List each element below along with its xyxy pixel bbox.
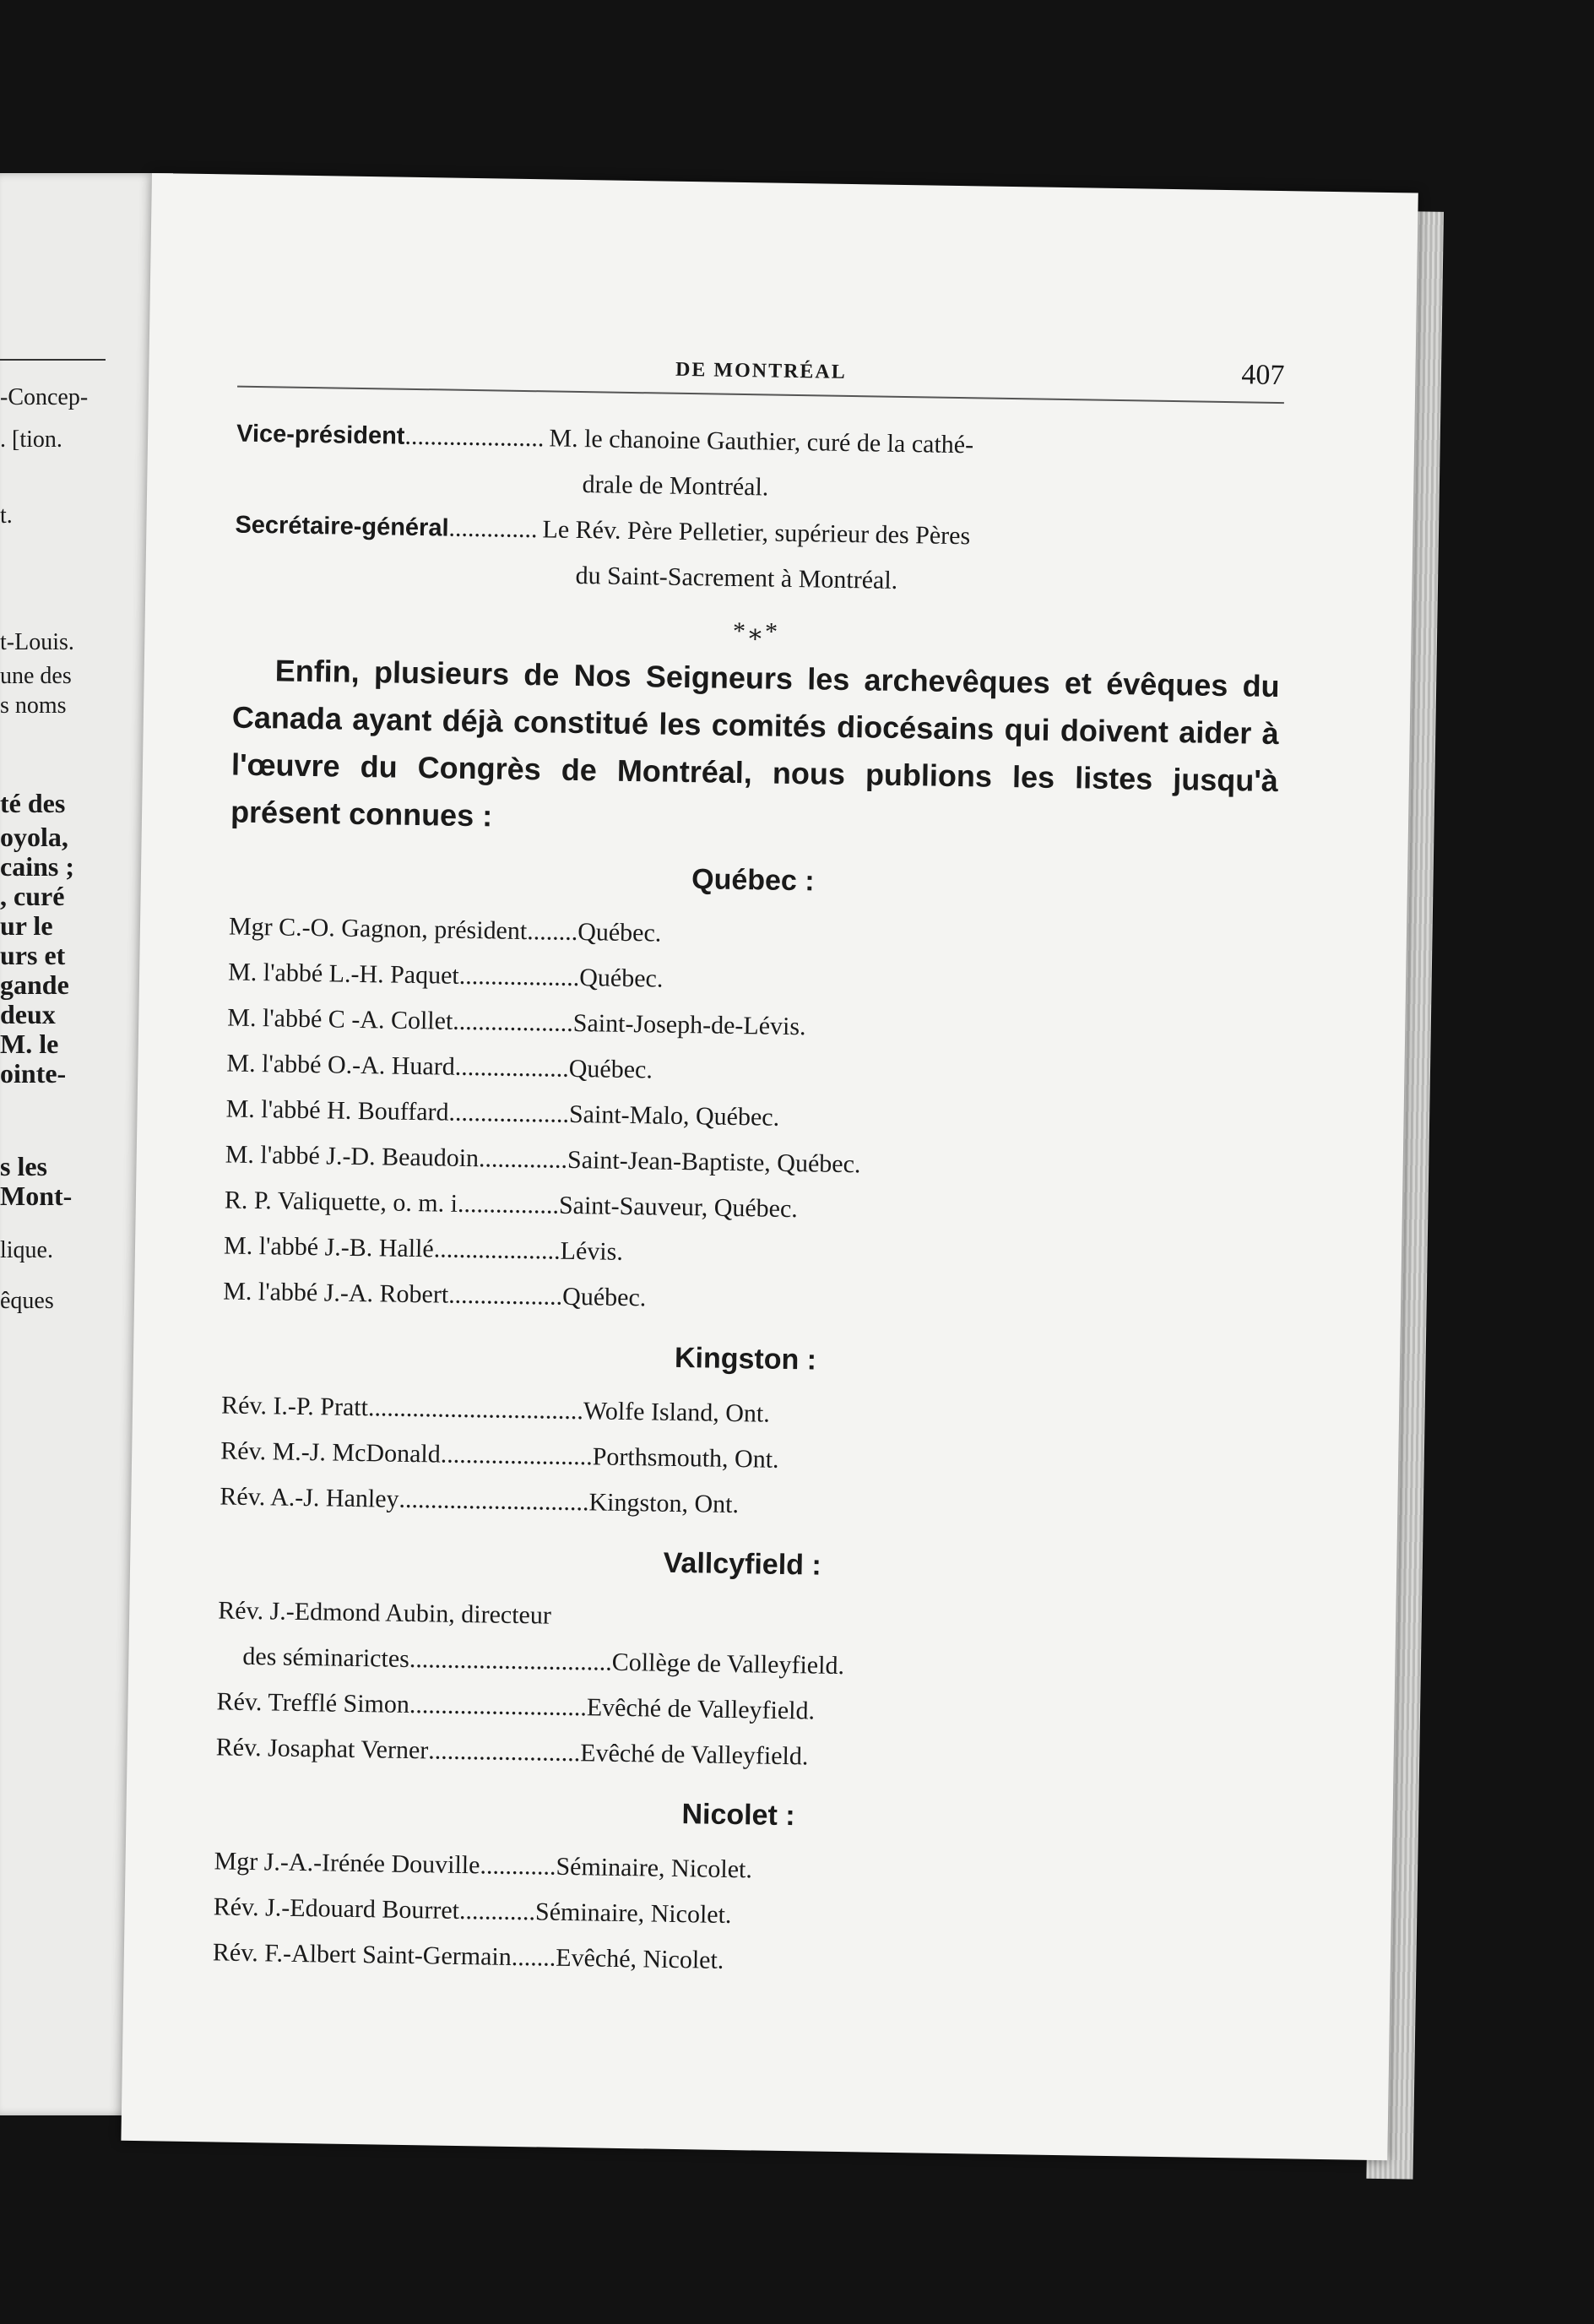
left-page-line: ur le: [0, 910, 53, 941]
member-name: Rév. Trefflé Simon: [216, 1687, 410, 1719]
left-page-line: lique.: [0, 1237, 53, 1263]
member-place: Séminaire, Nicolet.: [556, 1852, 753, 1884]
intro-paragraph: Enfin, plusieurs de Nos Seigneurs les archevêques et évêques du Canada ayant déjà constitué les comités diocésains qui doivent aider à l'œuvre du Congrès de Montréal, nous publions les listes jusqu'à présent connues :: [230, 653, 1280, 833]
page-content: [212, 344, 1284, 1992]
officer-role: Secrétaire-général: [235, 511, 449, 542]
leader-dots: ..................: [447, 1280, 563, 1311]
leader-dots: ....................: [433, 1235, 561, 1265]
leader-dots: ........: [526, 917, 578, 947]
member-place: Québec.: [579, 964, 664, 993]
leader-dots: .......: [511, 1942, 556, 1972]
member-place: Québec.: [568, 1054, 653, 1084]
left-page-line: t-Louis.: [0, 629, 74, 655]
leader-dots: ..............................: [398, 1485, 589, 1517]
leader-dots: ......................: [404, 421, 545, 453]
officer-name: [536, 507, 1282, 610]
member-name: M. l'abbé J.-B. Hallé: [223, 1231, 434, 1263]
member-name: Rév. A.-J. Hanley: [220, 1482, 399, 1513]
member-place: Saint-Sauveur, Québec.: [558, 1191, 799, 1224]
member-place: Québec.: [561, 1282, 647, 1312]
member-name: Mgr J.-A.-Irénée Douville: [214, 1847, 480, 1880]
member-place: Evêché de Valleyfield.: [580, 1739, 809, 1771]
leader-dots: ................: [457, 1189, 560, 1219]
member-name: M. l'abbé J.-D. Beaudoin: [225, 1140, 480, 1173]
officers-list: [234, 411, 1283, 610]
section-title: Québec :: [691, 863, 815, 898]
right-page: [121, 173, 1418, 2160]
leader-dots: ..................: [454, 1052, 570, 1083]
member-name: Rév. Josaphat Verner: [215, 1733, 429, 1765]
committee-sections: [212, 856, 1277, 1992]
leader-dots: ............: [480, 1851, 556, 1881]
left-page-line: oyola,: [0, 822, 68, 852]
member-place: Lévis.: [560, 1236, 624, 1266]
left-page-line: une des: [0, 663, 72, 689]
member-place: Evêché de Valleyfield.: [586, 1693, 816, 1725]
member-name: M. l'abbé L.-H. Paquet: [227, 958, 460, 990]
left-page-line: t.: [0, 502, 13, 529]
page-number: 407: [1241, 359, 1285, 392]
page-header: [237, 344, 1285, 404]
member-place: Evêché, Nicolet.: [556, 1943, 724, 1974]
member-place: Kingston, Ont.: [588, 1488, 740, 1519]
leader-dots: ........................: [440, 1440, 593, 1471]
member-place: Saint-Malo, Québec.: [568, 1100, 780, 1132]
member-name: Rév. F.-Albert Saint-Germain: [212, 1938, 512, 1971]
officer-name: [543, 415, 1283, 519]
member-name: M. l'abbé C -A. Collet: [227, 1003, 453, 1035]
leader-dots: ..............: [478, 1144, 568, 1174]
leader-dots: ............................: [409, 1691, 588, 1722]
leader-dots: ...................: [458, 961, 580, 992]
member-place: Saint-Jean-Baptiste, Québec.: [567, 1145, 861, 1179]
member-place: Wolfe Island, Ont.: [583, 1397, 771, 1428]
leader-dots: ..................................: [367, 1393, 584, 1425]
officer-name-line: Le Rév. Père Pelletier, supérieur des Pères: [542, 515, 971, 551]
officer-name-line: du Saint-Sacrement à Montréal.: [575, 561, 898, 595]
leader-dots: ............: [458, 1896, 536, 1926]
member-name: Rév. M.-J. McDonald: [220, 1436, 442, 1469]
leader-dots: ...................: [453, 1007, 574, 1037]
member-name: Mgr C.-O. Gagnon, président: [228, 912, 528, 946]
left-page-line: deux: [0, 999, 56, 1029]
member-name: R. P. Valiquette, o. m. i: [224, 1186, 458, 1218]
member-place: Séminaire, Nicolet.: [534, 1898, 732, 1930]
left-page-line: cains ;: [0, 851, 74, 882]
left-page-line: . [tion.: [0, 426, 62, 453]
left-page-line: ointe-: [0, 1058, 67, 1089]
officer-role: Vice-président: [236, 420, 405, 450]
member-name: Rév. J.-Edouard Bourret: [213, 1892, 460, 1925]
left-page-line: , curé: [0, 881, 65, 911]
leader-dots: ..............: [448, 513, 538, 544]
left-page-line: M. le: [0, 1029, 59, 1059]
left-page-rule: [0, 359, 106, 361]
left-page-line: s les: [0, 1151, 47, 1181]
leader-dots: ................................: [409, 1645, 613, 1676]
officer-name-line: drale de Montréal.: [582, 470, 769, 502]
member-place: Saint-Joseph-de-Lévis.: [572, 1008, 806, 1041]
member-name: M. l'abbé H. Bouffard: [225, 1094, 449, 1127]
member-place: Porthsmouth, Ont.: [592, 1442, 779, 1474]
left-page-line: Mont-: [0, 1181, 73, 1211]
member-name: M. l'abbé J.-A. Robert: [222, 1277, 449, 1309]
asterism: *⁎*: [732, 616, 782, 646]
officer-row: [236, 411, 1284, 519]
left-page-line: gande: [0, 969, 69, 1000]
member-name: M. l'abbé O.-A. Huard: [226, 1049, 456, 1081]
left-page-line: êques: [0, 1288, 54, 1314]
officer-name-line: M. le chanoine Gauthier, curé de la cathé-: [549, 424, 974, 459]
section-title: Kingston :: [674, 1341, 817, 1376]
left-page-line: té des: [0, 788, 66, 818]
member-name: Rév. I.-P. Pratt: [220, 1391, 369, 1422]
left-page-line: s noms: [0, 692, 67, 719]
member-place: Québec.: [577, 918, 662, 948]
member-name: des séminarictes: [242, 1642, 410, 1674]
section-title: Nicolet :: [681, 1798, 795, 1833]
running-title: DE MONTRÉAL: [675, 358, 847, 383]
leader-dots: ........................: [428, 1736, 581, 1767]
officer-row: [234, 502, 1282, 610]
member-place: Collège de Valleyfield.: [611, 1648, 845, 1681]
member-name: Rév. J.-Edmond Aubin, directeur: [218, 1596, 552, 1630]
section-title: Vallcyfield :: [663, 1546, 822, 1582]
left-page-line: -Concep-: [0, 384, 89, 410]
leader-dots: ...................: [448, 1098, 570, 1128]
left-page-line: urs et: [0, 940, 66, 970]
